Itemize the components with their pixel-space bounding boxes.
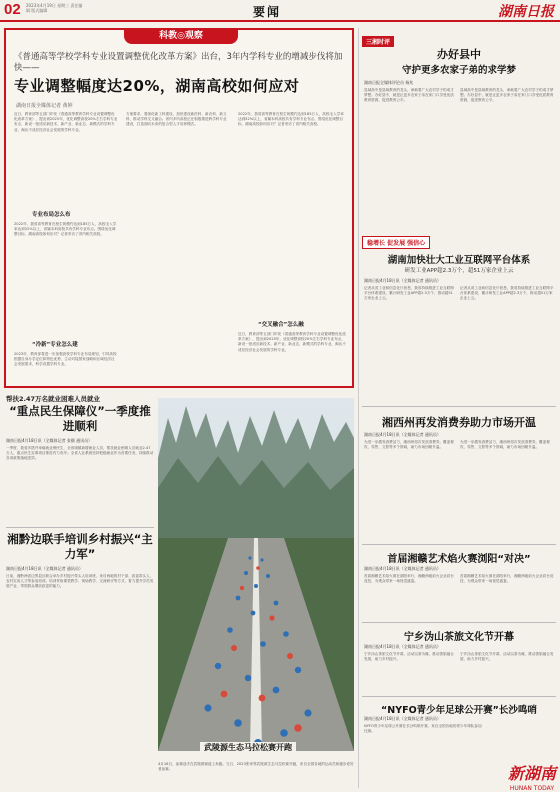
left-story-2-body: 日前，湘黔两省边界县区联合举办乡村振兴带头人培训班，来自两地的村干部、致富带头人、农村实用人才等参加培训。培训采取课堂教学、现场教学、交流研讨等方式，着力提升学员发展产业、带领群众增收致富的能力。	[6, 574, 154, 589]
story-fireworks-body-a: 首届湘赣艺术焰火赛在浏阳举行，湘赣两地焰火企业同台竞技，为观众带来一场视觉盛宴。	[364, 574, 454, 584]
divider	[362, 622, 556, 623]
lead-headline: 专业调整幅度达20%，湖南高校如何应对	[14, 77, 300, 95]
story-tea-festival-body-a: 宁乡沩山茶旅文化节开幕，活动以茶为媒，推动茶旅融合发展，助力乡村振兴。	[364, 652, 454, 662]
commentary-tag: 三湘时评	[362, 36, 394, 47]
story-xiangxi-body-b: 为进一步激发消费活力，湘西州再次发放消费券，覆盖餐饮、零售、文旅等多个领域，助力市场回暖升温。	[460, 440, 550, 450]
photo-title: 武陵源生态马拉松赛开跑	[200, 742, 296, 753]
left-story-2-byline: 湖南日报4月18日讯（全媒体记者 通讯员）	[6, 566, 83, 571]
divider	[362, 544, 556, 545]
column-divider	[358, 28, 359, 788]
issue-info: 2023年4月19日 星期三 责任编辑 版式编辑	[26, 3, 83, 13]
commentary-headline: 办好县中	[437, 48, 481, 61]
lead-body-2: 2022年，我省高等教育在校生规模约达到185万人，高校毛入学率达到52%以上，省属本科高校共有学科专业布点。围绕优化调整目标，湖南高校如何应对？记者采访了省内相关高校。	[14, 222, 117, 237]
marathon-photo	[158, 398, 354, 751]
newspaper-logo: 湖南日报	[498, 4, 554, 20]
left-story-1-body: 一季度，我省多措并举稳就业保民生，全省城镇新增就业人员，帮扶就业困难人员就业2.47万人，重点民生实事项目推进有力有序。全省人社系统坚持把稳就业作为首要任务，持续推动各项政策落地见效。	[6, 446, 154, 461]
lead-body-4: 2023年，教育部将进一步加强高校学科专业布局规划，引导高校根据自身办学定位和特色优势，主动对接国家战略和区域经济社会发展需求，科学设置学科专业。	[14, 352, 117, 367]
left-story-1-byline: 湖南日报4月18日讯（全媒体记者 张颐 通讯员）	[6, 438, 93, 443]
new-hunan-stamp-sub: HUNAN TODAY	[509, 785, 554, 792]
story-industrial-internet-headline: 湖南加快壮大工业互联网平台体系	[387, 255, 531, 266]
photo-caption: 4月16日，参赛选手在武陵源赛道上奔跑。当日，2023张家界武陵源生态马拉松赛开跑，来自全国各地的运动员和跑步爱好者参赛。	[158, 762, 354, 771]
lead-subhead-3: “冷新”专业怎么建	[32, 342, 78, 348]
divider	[362, 696, 556, 697]
story-industrial-internet-body-b: 记者从省工业和信息化厅获悉，我省持续推进工业互联网平台体系建设，累计研发工业APP超2.3万个，推动超51万家企业上云。	[460, 286, 554, 301]
lead-badge: 科教◎观察	[124, 28, 238, 44]
masthead	[0, 0, 560, 22]
lead-body-5: 2022年，我省高等教育在校生规模约达到185万人，高校毛入学率达到52%以上，省属本科高校共有学科专业布点。围绕优化调整目标，湖南高校如何应对？记者采访了省内相关高校。	[238, 112, 344, 127]
lead-subhead-1: 专业布局怎么布	[32, 212, 71, 218]
story-xiangxi-byline: 湖南日报4月18日讯（全媒体记者 通讯员）	[364, 432, 441, 437]
lead-kicker: 《普通高等学校学科专业设置调整优化改革方案》出台，3年内学科专业的增减步伐将加快——	[14, 52, 343, 73]
story-tea-festival-headline: 宁乡沩山茶旅文化节开幕	[404, 632, 514, 643]
commentary-body-b: 县域高中是县域教育的龙头，承载着广大农村学子的成才梦想。办好县中，就是让更多农家子弟在家门口享受优质教育资源，促进教育公平。	[460, 88, 554, 103]
story-football-headline: “NYFO青少年足球公开赛”长沙鸣哨	[381, 705, 537, 716]
lead-story	[4, 28, 354, 388]
lead-byline: 湖南日报全媒体记者 黄婷	[16, 103, 73, 109]
story-fireworks-headline: 首届湘赣艺术焰火赛浏阳“对决”	[387, 554, 531, 565]
section-name: 要闻	[253, 5, 282, 19]
marathon-photo-illustration	[158, 398, 354, 751]
story-football-body: NYFO青少年足球公开赛在长沙鸣哨开赛，来自全国各地的青少年球队参加比赛。	[364, 724, 482, 734]
story-football-byline: 湖南日报4月18日讯（全媒体记者 通讯员）	[364, 716, 441, 721]
campaign-tag: 稳增长 促发展 强信心	[362, 236, 430, 249]
story-industrial-internet-body-a: 记者从省工业和信息化厅获悉，我省持续推进工业互联网平台体系建设，累计研发工业APP超2.3万个，推动超51万家企业上云。	[364, 286, 454, 301]
commentary-subheadline: 守护更多农家子弟的求学梦	[401, 65, 516, 76]
story-industrial-internet-byline: 湖南日报4月18日讯（全媒体记者 通讯员）	[364, 278, 441, 283]
commentary-body-a: 县域高中是县域教育的龙头，承载着广大农村学子的成才梦想。办好县中，就是让更多农家子弟在家门口享受优质教育资源，促进教育公平。	[364, 88, 454, 103]
story-xiangxi-headline: 湘西州再发消费券助力市场开温	[382, 416, 536, 429]
left-story-1-kicker: 帮扶2.47万名就业困难人员就业	[6, 395, 101, 403]
new-hunan-stamp: 新湖南	[507, 764, 556, 783]
commentary-byline: 湖南日报全媒体评论员 杨兆	[364, 80, 414, 85]
story-tea-festival-byline: 湖南日报4月18日讯（全媒体记者 通讯员）	[364, 644, 441, 649]
left-story-1-headline: “重点民生保障仪”一季度推进顺利	[9, 404, 151, 433]
divider	[362, 406, 556, 407]
left-story-2-headline: 湘黔边联手培训乡村振兴“主力军”	[7, 532, 153, 561]
story-xiangxi-body-a: 为进一步激发消费活力，湘西州再次发放消费券，覆盖餐饮、零售、文旅等多个领域，助力市场回暖升温。	[364, 440, 454, 450]
page-number: 02	[4, 1, 21, 18]
lead-body-3: 方案要求，要深化新工科建设，加快建设新医科、新农科、新文科，推动学科交叉融合。省内多所高校正在积极推进跨学科专业建设，打造面向未来的复合型人才培养模式。	[126, 112, 227, 127]
story-tea-festival-body-b: 宁乡沩山茶旅文化节开幕，活动以茶为媒，推动茶旅融合发展，助力乡村振兴。	[460, 652, 554, 662]
story-fireworks-byline: 湖南日报4月18日讯（全媒体记者 通讯员）	[364, 566, 441, 571]
story-industrial-internet-subheadline: 研发工业APP超2.3万个，超51万家企业上云	[404, 268, 514, 274]
divider	[6, 527, 154, 528]
lead-subhead-2: “交叉融合”怎么融	[258, 322, 304, 328]
story-fireworks-body-b: 首届湘赣艺术焰火赛在浏阳举行，湘赣两地焰火企业同台竞技，为观众带来一场视觉盛宴。	[460, 574, 554, 584]
lead-body-6: 近日，教育部等五部门印发《普通高等教育学科专业设置调整优化改革方案》，提出到2025年，优化调整高校20%左右学科专业布点，新设一批适应新技术、新产业、新业态、新模式的学科专业，淘汰不适应经济社会发展的学科专业。	[238, 332, 346, 352]
lead-body-1: 近日，教育部等五部门印发《普通高等教育学科专业设置调整优化改革方案》，提出到2025年，优化调整高校20%左右学科专业布点，新设一批适应新技术、新产业、新业态、新模式的学科专业，淘汰不适应经济社会发展的学科专业。	[14, 112, 118, 132]
